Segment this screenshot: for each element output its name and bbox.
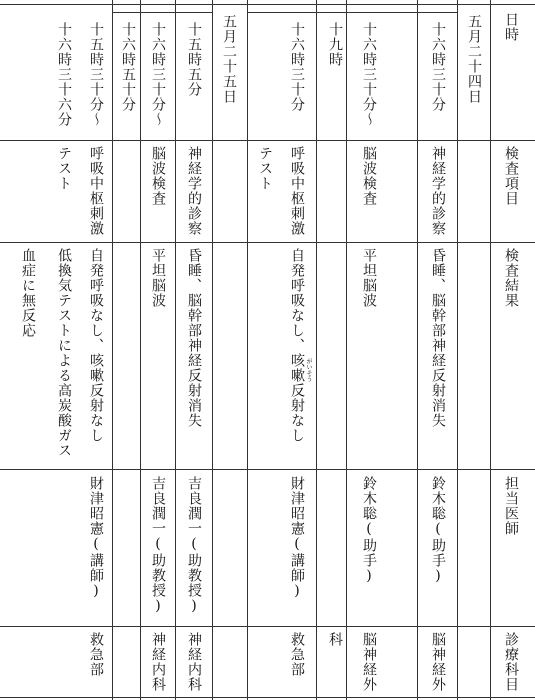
row-time: 十五時三十分〜 — [88, 22, 104, 127]
column-line — [175, 0, 176, 700]
row-exam-item: 呼吸中枢刺激 — [289, 146, 305, 236]
column-line — [247, 0, 248, 700]
column-line — [112, 0, 113, 700]
top-rule — [0, 4, 535, 5]
row-exam-item: 呼吸中枢刺激 — [88, 146, 104, 236]
row-doctor: 吉良潤一(助教授) — [186, 476, 202, 615]
row-time: 十六時三十分 — [289, 22, 305, 112]
row-exam-result: 平坦脳波 — [361, 248, 377, 308]
section-rule — [0, 626, 535, 627]
section-rule — [0, 469, 535, 470]
date-may24: 五月二十四日 — [466, 14, 482, 104]
row-doctor: 財津昭憲(講師) — [88, 476, 104, 600]
row-exam-item: テスト — [257, 146, 273, 191]
row-department: 脳神経外 — [361, 632, 377, 692]
header-exam-result: 検査結果 — [503, 248, 519, 308]
row-doctor: 鈴木聡(助手) — [361, 476, 377, 585]
date-rule — [112, 12, 212, 13]
header-datetime: 日時 — [503, 12, 519, 42]
row-exam-item: 神経学的診察 — [430, 146, 446, 236]
column-line — [316, 0, 317, 700]
row-exam-result: 昏睡、脳幹部神経反射消失 — [430, 248, 446, 428]
column-line — [140, 0, 141, 700]
section-rule — [0, 140, 535, 141]
row-doctor: 財津昭憲(講師) — [289, 476, 305, 600]
row-department: 救急部 — [88, 632, 104, 677]
row-time: 十六時三十分 — [430, 22, 446, 112]
row-department: 救急部 — [289, 632, 305, 677]
row-department: 神経内科 — [150, 632, 166, 692]
header-exam-item: 検査項目 — [503, 146, 519, 206]
row-exam-item: 神経学的診察 — [186, 146, 202, 236]
row-doctor: 鈴木聡(助手) — [430, 476, 446, 585]
row-exam-item: 脳波検査 — [150, 146, 166, 206]
row-exam-result: 血症に無反応 — [20, 248, 36, 338]
bottom-rule — [0, 697, 535, 698]
row-time: 十六時五十分 — [120, 22, 136, 112]
date-may25: 五月二十五日 — [221, 14, 237, 104]
row-doctor: 吉良潤一(助教授) — [150, 476, 166, 615]
column-line — [417, 0, 418, 700]
row-time: 十五時五分 — [186, 22, 202, 97]
header-doctor: 担当医師 — [503, 476, 519, 536]
row-time: 十六時三十六分 — [56, 22, 72, 127]
row-exam-result: 平坦脳波 — [150, 248, 166, 308]
date-rule — [247, 12, 457, 13]
column-line — [457, 0, 458, 700]
ruby-annotation: がいそう — [305, 358, 312, 382]
header-department: 診療科目 — [503, 632, 519, 692]
column-line — [346, 0, 347, 700]
row-exam-result: 低換気テストによる高炭酸ガス — [56, 248, 72, 458]
column-line — [212, 0, 213, 700]
row-exam-result: 自発呼吸なし、咳嗽反射なし — [88, 248, 104, 443]
row-exam-result: 自発呼吸なし、咳嗽反射なし — [289, 248, 305, 443]
column-line — [490, 0, 491, 700]
row-exam-result: 昏睡、脳幹部神経反射消失 — [186, 248, 202, 428]
row-time: 十九時 — [327, 22, 343, 67]
section-rule — [0, 242, 535, 243]
row-department: 科 — [327, 632, 343, 647]
row-exam-item: 脳波検査 — [361, 146, 377, 206]
row-time: 十六時三十分〜 — [150, 22, 166, 127]
row-department: 脳神経外 — [430, 632, 446, 692]
row-exam-item: テスト — [56, 146, 72, 191]
row-time: 十六時三十分〜 — [361, 22, 377, 127]
row-department: 神経内科 — [186, 632, 202, 692]
